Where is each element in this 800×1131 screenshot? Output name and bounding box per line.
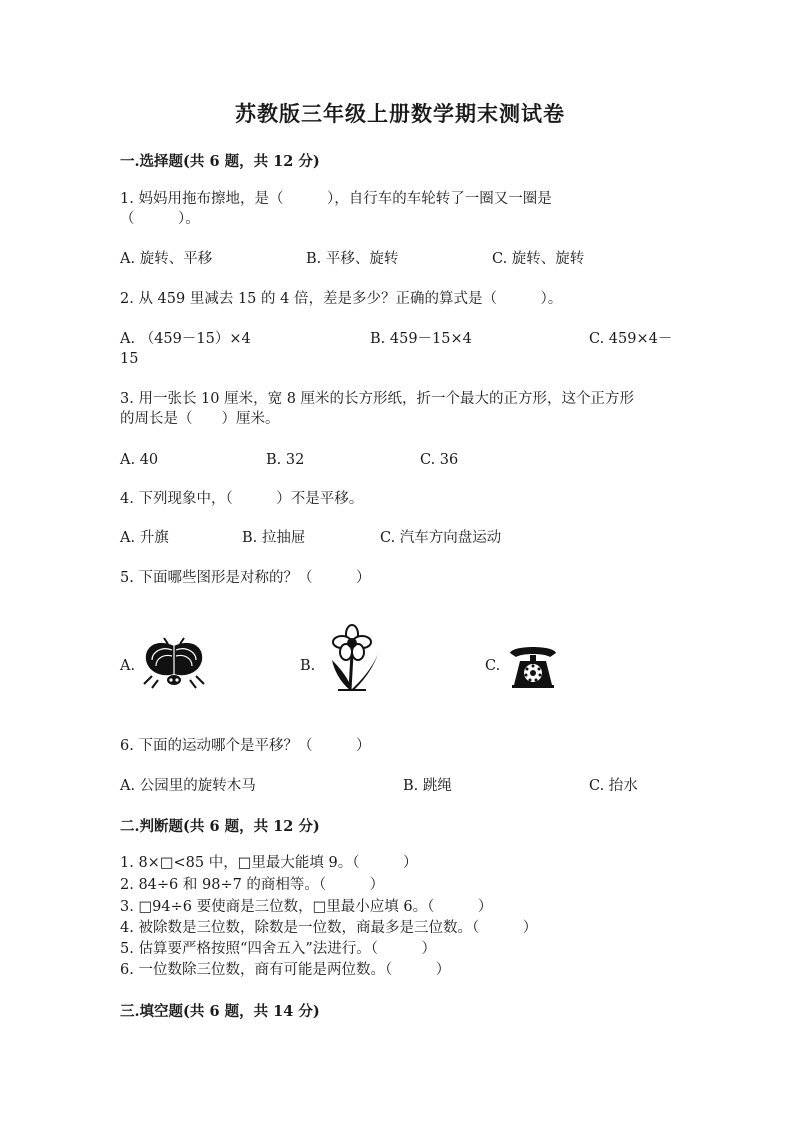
bug-icon — [138, 636, 210, 690]
q3-stem-line1: 3. 用一张长 10 厘米，宽 8 厘米的长方形纸，折一个最大的正方形，这个正方形 — [120, 391, 635, 407]
q2-option-b: B. 459－15×4 — [370, 331, 472, 347]
q5-option-c: C. — [485, 658, 501, 674]
q1-stem-line1: 1. 妈妈用拖布擦地，是（ ），自行车的车轮转了一圈又一圈是 — [120, 191, 552, 207]
judge-item: 6. 一位数除三位数，商有可能是两位数。（ ） — [120, 962, 451, 978]
page-title: 苏教版三年级上册数学期末测试卷 — [235, 101, 565, 126]
q3-stem-line2: 的周长是（ ）厘米。 — [120, 411, 280, 427]
judge-item: 2. 84÷6 和 98÷7 的商相等。（ ） — [120, 877, 385, 893]
judge-item: 4. 被除数是三位数，除数是一位数，商最多是三位数。（ ） — [120, 920, 538, 936]
q5-option-b: B. — [300, 658, 316, 674]
q2-option-c-wrap: 15 — [120, 351, 139, 367]
q4-option-b: B. 拉抽屉 — [242, 530, 306, 546]
q1-option-c: C. 旋转、旋转 — [492, 251, 585, 267]
q2-option-c: C. 459×4－ — [589, 331, 673, 347]
q6-option-c: C. 抬水 — [589, 778, 638, 794]
section-judge-heading: 二.判断题(共 6 题，共 12 分) — [120, 818, 320, 835]
q6-option-b: B. 跳绳 — [403, 778, 452, 794]
judge-item: 1. 8×□<85 中，□里最大能填 9。（ ） — [120, 855, 418, 871]
q1-option-b: B. 平移、旋转 — [306, 251, 399, 267]
q1-stem-line2: （ ）。 — [120, 211, 200, 227]
q4-option-a: A. 升旗 — [120, 530, 169, 546]
q6-option-a: A. 公园里的旋转木马 — [120, 778, 256, 794]
q3-option-b: B. 32 — [266, 452, 305, 468]
q2-stem: 2. 从 459 里减去 15 的 4 倍，差是多少？正确的算式是（ ）。 — [120, 291, 563, 307]
judge-item: 3. □94÷6 要使商是三位数，□里最小应填 6。（ ） — [120, 899, 493, 915]
telephone-icon — [504, 643, 562, 689]
q5-stem: 5. 下面哪些图形是对称的？（ ） — [120, 570, 371, 586]
q1-option-a: A. 旋转、平移 — [120, 251, 213, 267]
section-fill-heading: 三.填空题(共 6 题，共 14 分) — [120, 1003, 320, 1020]
q4-stem: 4. 下列现象中，（ ）不是平移。 — [120, 491, 364, 507]
q3-option-a: A. 40 — [120, 452, 159, 468]
flower-icon — [318, 624, 382, 692]
q6-stem: 6. 下面的运动哪个是平移？（ ） — [120, 738, 371, 754]
judge-item: 5. 估算要严格按照“四舍五入”法进行。（ ） — [120, 941, 437, 957]
section-choice-heading: 一.选择题(共 6 题，共 12 分) — [120, 153, 320, 170]
q5-option-a: A. — [120, 658, 136, 674]
q3-option-c: C. 36 — [420, 452, 459, 468]
q4-option-c: C. 汽车方向盘运动 — [380, 530, 502, 546]
q2-option-a: A. （459－15）×4 — [120, 331, 251, 347]
